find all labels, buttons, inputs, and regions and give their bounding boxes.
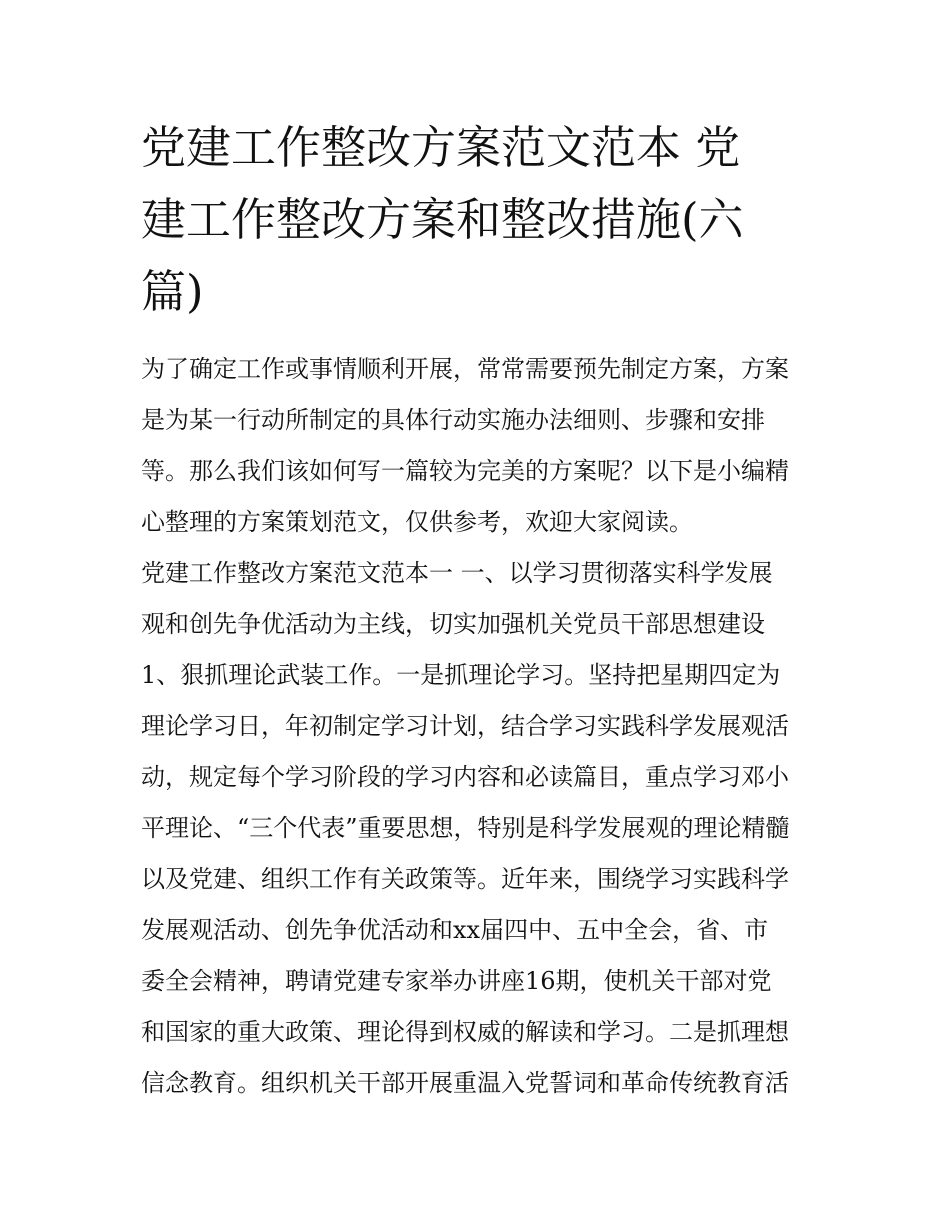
body-line: 心整理的方案策划范文，仅供参考，欢迎大家阅读。 xyxy=(141,508,693,536)
body-line: 平理论、“三个代表”重要思想，特别是科学发展观的理论精髓 xyxy=(141,814,790,842)
body-line: 发展观活动、创先争优活动和xx届四中、五中全会，省、市 xyxy=(141,916,769,944)
body-line: 党建工作整改方案范文范本一 一、以学习贯彻落实科学发展 xyxy=(141,559,773,587)
body-line: 动，规定每个学习阶段的学习内容和必读篇目，重点学习邓小 xyxy=(141,763,789,791)
body-line: 是为某一行动所制定的具体行动实施办法细则、步骤和安排 xyxy=(141,406,765,434)
body-line: 1、狠抓理论武装工作。一是抓理论学习。坚持把星期四定为 xyxy=(141,661,781,689)
title-line: 篇) xyxy=(141,265,204,318)
body-line: 为了确定工作或事情顺利开展，常常需要预先制定方案，方案 xyxy=(141,355,789,383)
body-line: 委全会精神，聘请党建专家举办讲座16期，使机关干部对党 xyxy=(141,967,772,995)
document-body xyxy=(141,344,817,1109)
body-line: 等。那么我们该如何写一篇较为完美的方案呢？以下是小编精 xyxy=(141,457,789,485)
body-line: 以及党建、组织工作有关政策等。近年来，围绕学习实践科学 xyxy=(141,865,789,893)
title-line: 建工作整改方案和整改措施(六 xyxy=(141,193,744,246)
body-line: 观和创先争优活动为主线，切实加强机关党员干部思想建设 xyxy=(141,610,765,638)
title-line: 党建工作整改方案范文范本 党 xyxy=(141,121,741,174)
document-title xyxy=(141,112,817,328)
body-line: 信念教育。组织机关干部开展重温入党誓词和革命传统教育活 xyxy=(141,1069,789,1097)
body-line: 和国家的重大政策、理论得到权威的解读和学习。二是抓理想 xyxy=(141,1018,789,1046)
document-content xyxy=(141,112,817,1109)
body-line: 理论学习日，年初制定学习计划，结合学习实践科学发展观活 xyxy=(141,712,789,740)
